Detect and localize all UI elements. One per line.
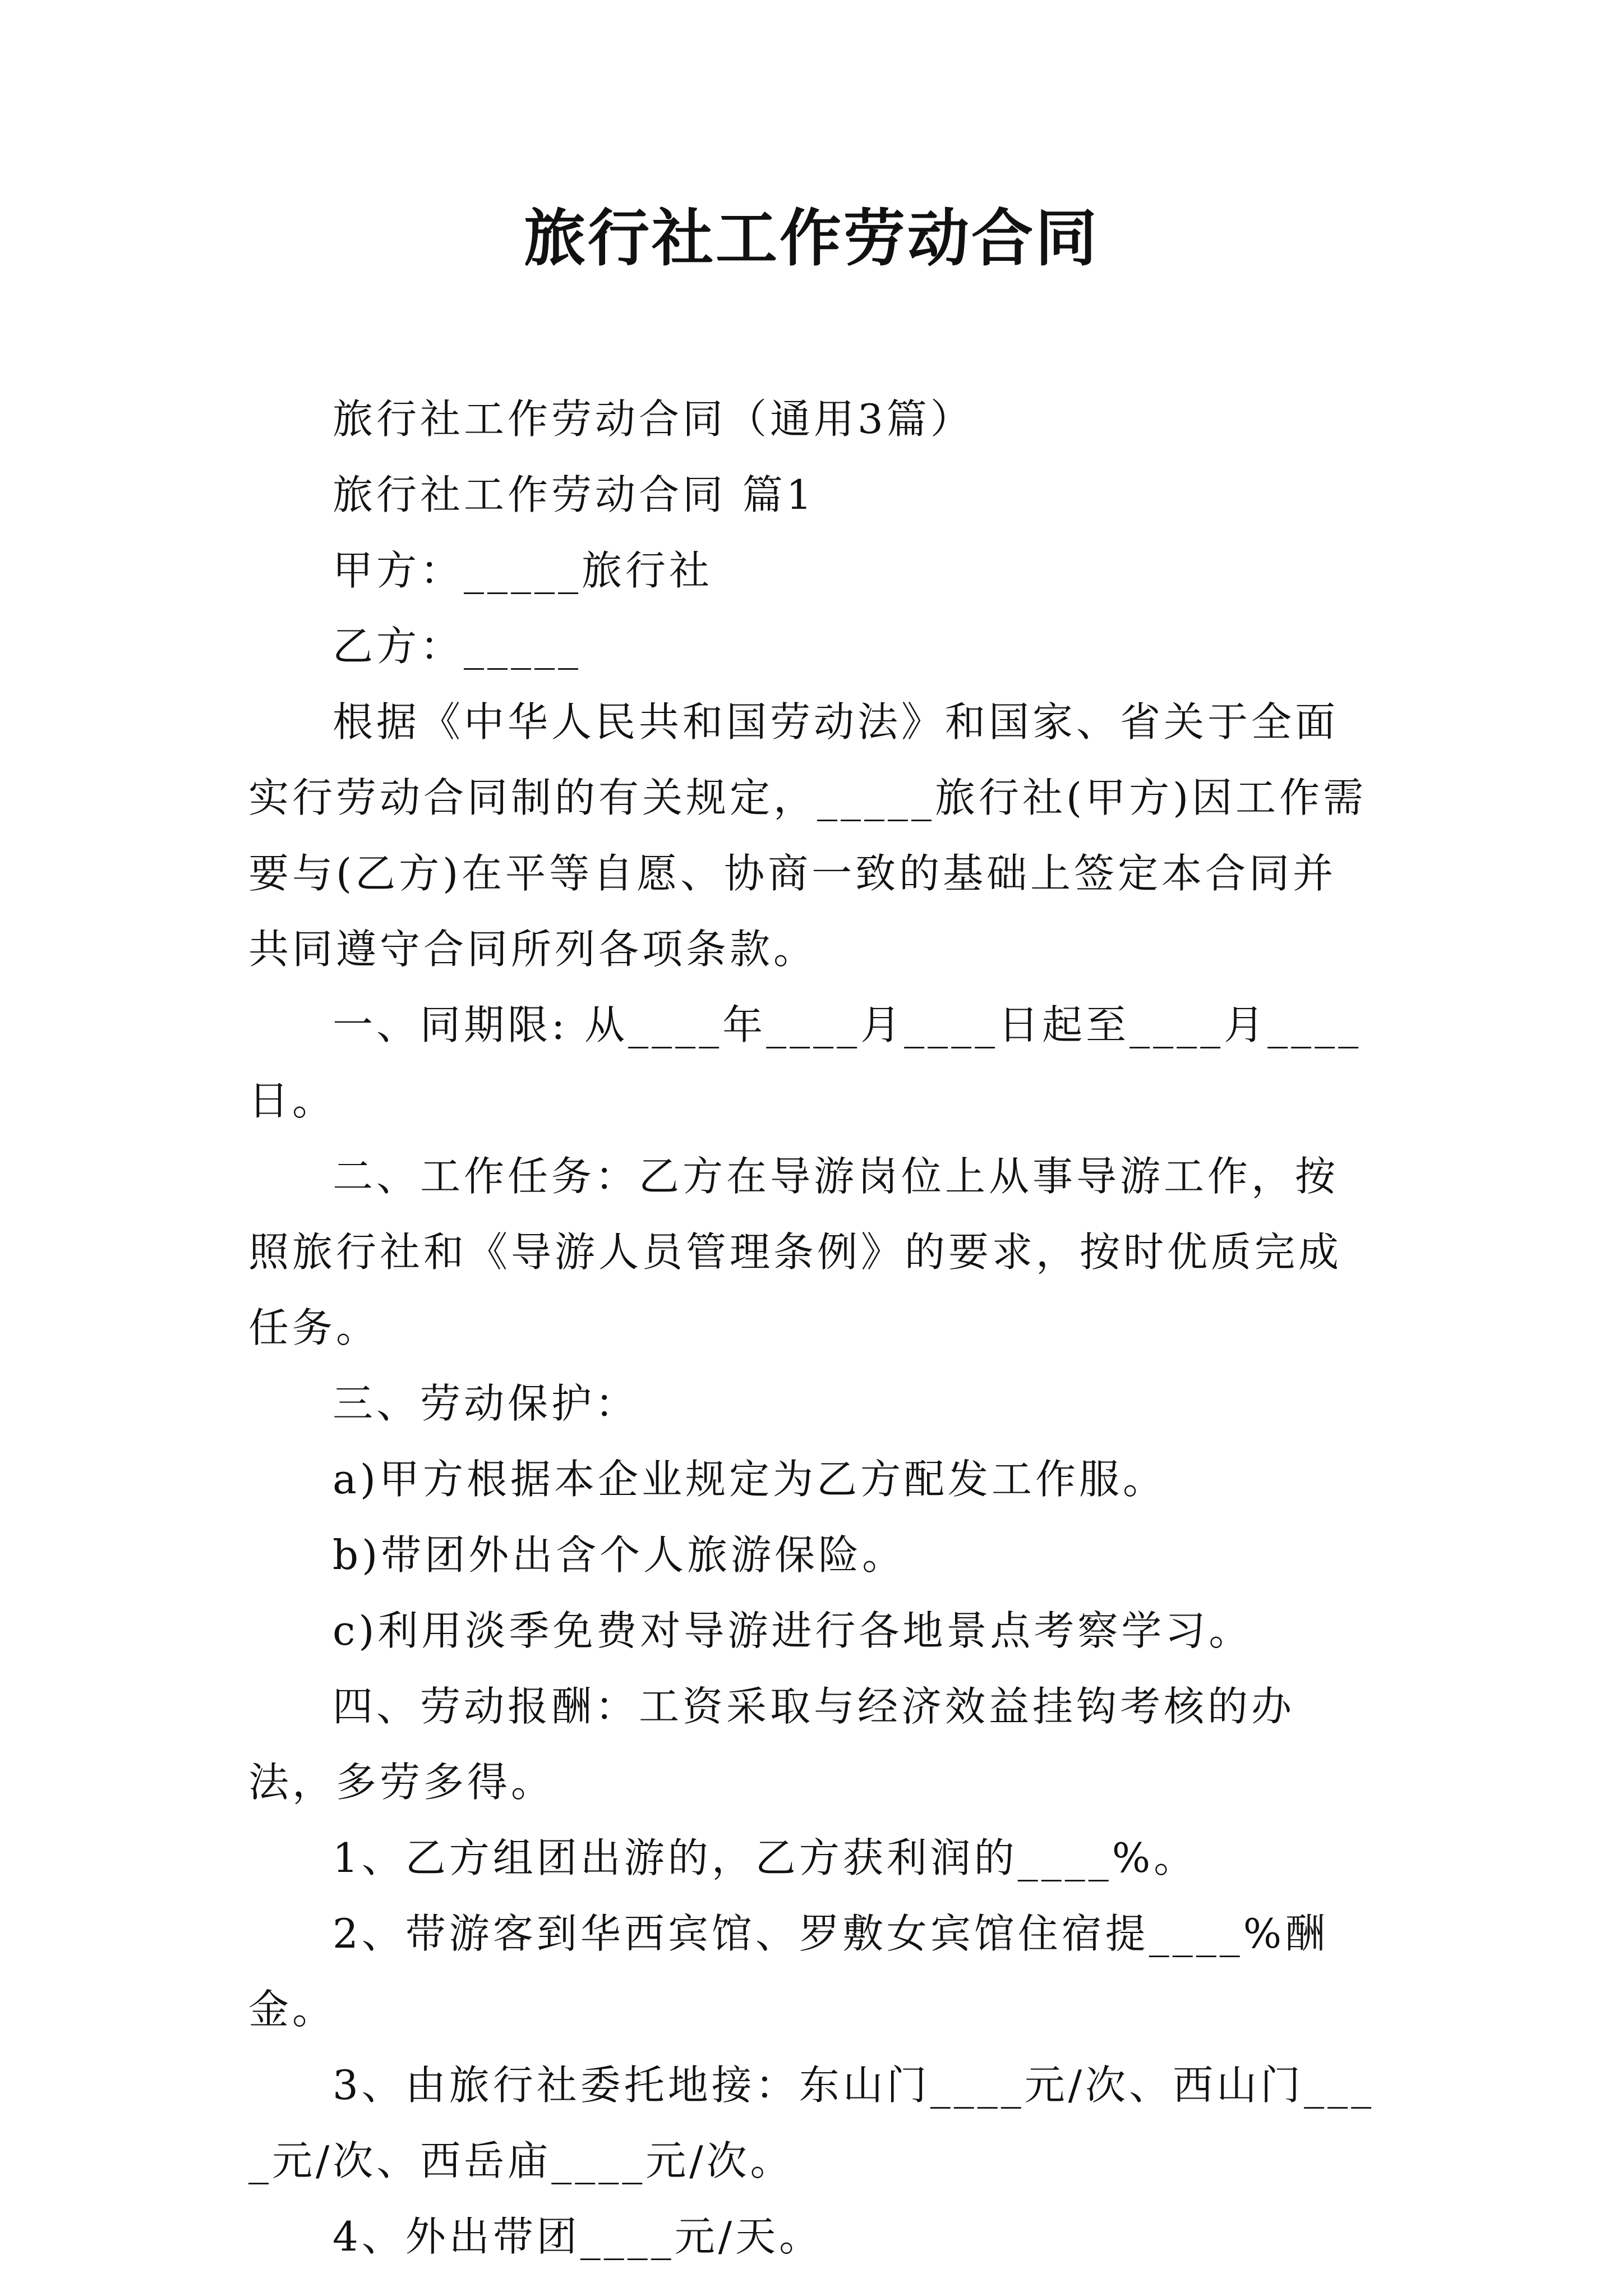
paragraph-remuneration: 四、劳动报酬：工资采取与经济效益挂钩考核的办法，多劳多得。	[248, 1683, 1295, 1806]
paragraph-subtitle: 旅行社工作劳动合同（通用3篇）	[333, 395, 974, 443]
paragraph-protection-c: c)利用淡季免费对导游进行各地景点考察学习。	[333, 1607, 1253, 1654]
paragraph-protection-heading: 三、劳动保护：	[333, 1380, 639, 1427]
paragraph-remuneration-3: 3、由旅行社委托地接：东山门____元/次、西山门____元/次、西岳庙____元/次。	[248, 2062, 1375, 2184]
paragraph-party-a: 甲方：_____旅行社	[333, 547, 713, 594]
paragraph-protection-b: b)带团外出含个人旅游保险。	[333, 1531, 906, 1579]
paragraph-duties: 二、工作任务：乙方在导游岗位上从事导游工作，按照旅行社和《导游人员管理条例》的要求，按时优质完成任务。	[248, 1153, 1343, 1351]
paragraph-preamble: 根据《中华人民共和国劳动法》和国家、省关于全面实行劳动合同制的有关规定，_____旅行社(甲方)因工作需要与(乙方)在平等自愿、协商一致的基础上签定本合同并共同遵守合同所列各项条款。	[248, 698, 1367, 973]
paragraph-remuneration-2: 2、带游客到华西宾馆、罗敷女宾馆住宿提____%酬金。	[248, 1910, 1329, 2033]
paragraph-remuneration-1: 1、乙方组团出游的，乙方获利润的____%。	[333, 1834, 1198, 1881]
document-body	[248, 381, 1376, 2275]
paragraph-term: 一、同期限: 从____年____月____日起至____月____日。	[248, 1001, 1362, 1124]
paragraph-protection-a: a)甲方根据本企业规定为乙方配发工作服。	[333, 1456, 1167, 1503]
paragraph-remuneration-4: 4、外出带团____元/天。	[333, 2213, 823, 2260]
paragraph-party-b: 乙方：_____	[333, 623, 582, 670]
paragraph-section-heading: 旅行社工作劳动合同 篇1	[333, 471, 815, 518]
document-title: 旅行社工作劳动合同	[524, 202, 1099, 274]
